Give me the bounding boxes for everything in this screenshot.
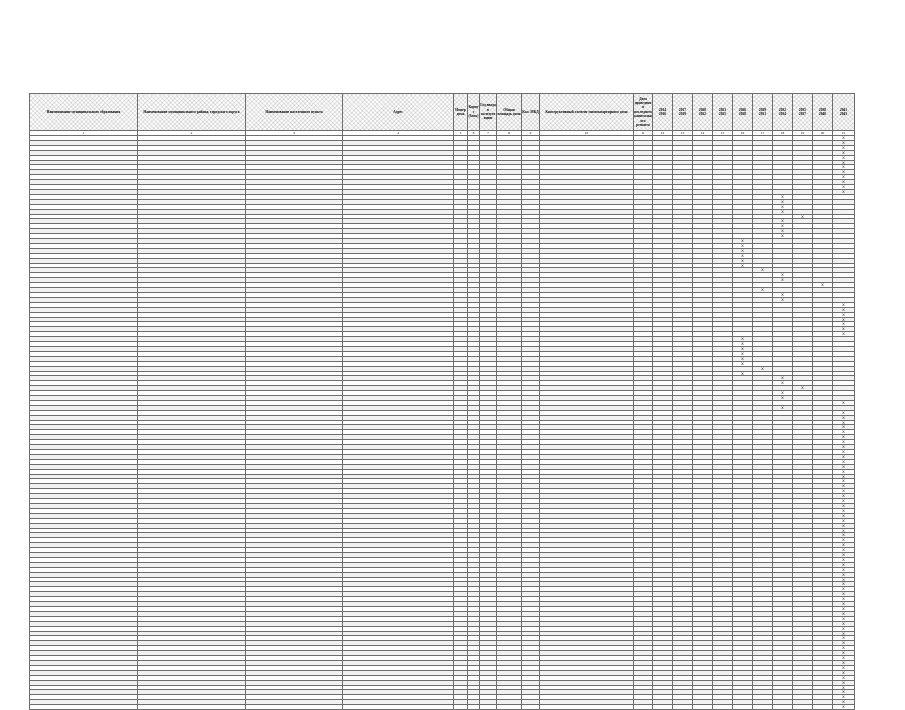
- year-start: 2032: [778, 107, 787, 112]
- repair-mark: X: [833, 587, 855, 592]
- repair-mark: X: [753, 366, 773, 371]
- column-number: 18: [773, 131, 793, 136]
- year-column-header: [793, 94, 813, 131]
- table-body: [30, 136, 855, 710]
- table-cell: [813, 705, 833, 710]
- repair-mark: X: [753, 268, 773, 273]
- column-number: 7: [480, 131, 497, 136]
- column-number: 8: [497, 131, 522, 136]
- column-number: 11: [634, 131, 653, 136]
- repair-mark: X: [773, 396, 793, 401]
- year-column-header: [813, 94, 833, 131]
- column-number: 13: [673, 131, 693, 136]
- column-number: 16: [733, 131, 753, 136]
- repair-mark: X: [833, 626, 855, 631]
- column-header: Конструктивный элемент многоквартирного дома: [540, 94, 634, 131]
- repair-mark: X: [833, 165, 855, 170]
- repair-mark: X: [733, 361, 753, 366]
- repair-mark: X: [773, 219, 793, 224]
- repair-mark: X: [733, 342, 753, 347]
- repair-mark: X: [733, 337, 753, 342]
- repair-mark: X: [833, 499, 855, 504]
- repair-mark: X: [773, 376, 793, 381]
- repair-mark: X: [813, 283, 833, 288]
- repair-mark: X: [833, 562, 855, 567]
- repair-mark: X: [833, 548, 855, 553]
- repair-mark: X: [733, 263, 753, 268]
- repair-mark: X: [773, 293, 793, 298]
- year-column-header: [713, 94, 733, 131]
- repair-mark: X: [773, 273, 793, 278]
- column-number: 15: [713, 131, 733, 136]
- table-cell: [497, 705, 522, 710]
- repair-mark: X: [733, 248, 753, 253]
- year-start: 2041: [839, 107, 848, 112]
- repair-mark: X: [833, 508, 855, 513]
- year-end: 2037: [798, 112, 807, 116]
- repair-mark: X: [833, 533, 855, 538]
- repair-mark: X: [833, 607, 855, 612]
- repair-mark: X: [833, 592, 855, 597]
- table-cell: [480, 705, 497, 710]
- repair-mark: X: [833, 557, 855, 562]
- repair-mark: X: [833, 484, 855, 489]
- table-cell: [673, 705, 693, 710]
- repair-mark: X: [733, 243, 753, 248]
- repair-mark: X: [833, 538, 855, 543]
- repair-mark: X: [833, 636, 855, 641]
- table-cell: [468, 705, 480, 710]
- repair-mark: X: [833, 322, 855, 327]
- year-end: 2040: [818, 112, 827, 116]
- year-column-header: [773, 94, 793, 131]
- repair-mark: X: [833, 430, 855, 435]
- repair-mark: X: [833, 523, 855, 528]
- capital-repair-schedule-sheet: [29, 93, 854, 710]
- repair-mark: X: [833, 400, 855, 405]
- year-start: 2038: [818, 107, 827, 112]
- repair-mark: X: [833, 185, 855, 190]
- table-cell: [540, 705, 634, 710]
- repair-mark: X: [833, 705, 855, 710]
- repair-mark: X: [833, 660, 855, 665]
- table-cell: [713, 705, 733, 710]
- repair-mark: X: [833, 140, 855, 145]
- column-header: Наименование населенного пункта: [246, 94, 343, 131]
- repair-mark: X: [833, 180, 855, 185]
- repair-mark: X: [833, 494, 855, 499]
- table-cell: [693, 705, 713, 710]
- repair-mark: X: [733, 346, 753, 351]
- column-number: 9: [522, 131, 540, 136]
- year-end: 2028: [738, 112, 747, 116]
- repair-mark: X: [773, 234, 793, 239]
- repair-mark: X: [833, 160, 855, 165]
- year-column-header: [833, 94, 855, 131]
- year-end: 2019: [678, 112, 687, 116]
- repair-mark: X: [833, 700, 855, 705]
- column-number: 3: [246, 131, 343, 136]
- repair-mark: X: [833, 425, 855, 430]
- column-header: Год ввода в эксплуатацию: [480, 94, 497, 131]
- repair-mark: X: [833, 616, 855, 621]
- table-cell: [793, 705, 813, 710]
- repair-mark: X: [773, 278, 793, 283]
- repair-mark: X: [833, 489, 855, 494]
- repair-mark: X: [773, 381, 793, 386]
- repair-mark: X: [793, 214, 813, 219]
- table-cell: [454, 705, 468, 710]
- column-number: 17: [753, 131, 773, 136]
- year-start: 2026: [738, 107, 747, 112]
- column-header: Наименование муниципального образования: [30, 94, 138, 131]
- repair-mark: X: [833, 420, 855, 425]
- repair-mark: X: [833, 543, 855, 548]
- repair-mark: X: [833, 690, 855, 695]
- repair-mark: X: [833, 582, 855, 587]
- repair-mark: X: [773, 209, 793, 214]
- table-cell: [343, 705, 454, 710]
- repair-mark: X: [833, 415, 855, 420]
- column-number: 1: [30, 131, 138, 136]
- repair-mark: X: [833, 327, 855, 332]
- repair-mark: X: [833, 410, 855, 415]
- repair-mark: X: [733, 239, 753, 244]
- column-number: 19: [793, 131, 813, 136]
- column-header: Адрес: [343, 94, 454, 131]
- repair-mark: X: [833, 170, 855, 175]
- repair-mark: X: [733, 253, 753, 258]
- repair-mark: X: [833, 454, 855, 459]
- year-column-header: [693, 94, 713, 131]
- repair-mark: X: [833, 646, 855, 651]
- table-cell: [773, 705, 793, 710]
- year-start: 2020: [698, 107, 707, 112]
- column-header: Наименование муниципального района, городского округа: [138, 94, 246, 131]
- repair-mark: X: [833, 695, 855, 700]
- column-number: 6: [468, 131, 480, 136]
- column-header: Кол. МКД: [522, 94, 540, 131]
- column-number: 20: [813, 131, 833, 136]
- repair-mark: X: [733, 258, 753, 263]
- repair-mark: X: [833, 602, 855, 607]
- year-start: 2017: [678, 107, 687, 112]
- repair-mark: X: [833, 136, 855, 141]
- repair-mark: X: [833, 621, 855, 626]
- column-header: Общая площадь дома: [497, 94, 522, 131]
- repair-mark: X: [833, 597, 855, 602]
- table-cell: [30, 705, 138, 710]
- repair-mark: X: [833, 440, 855, 445]
- repair-mark: X: [833, 332, 855, 337]
- year-end: 2016: [658, 112, 667, 116]
- repair-mark: X: [833, 312, 855, 317]
- year-start: 2014: [658, 107, 667, 112]
- repair-mark: X: [833, 651, 855, 656]
- repair-mark: X: [833, 317, 855, 322]
- table-cell: [653, 705, 673, 710]
- schedule-table: [29, 93, 855, 710]
- repair-mark: X: [833, 670, 855, 675]
- repair-mark: X: [833, 528, 855, 533]
- repair-mark: X: [773, 194, 793, 199]
- column-number: 5: [454, 131, 468, 136]
- repair-mark: X: [833, 469, 855, 474]
- column-number: 2: [138, 131, 246, 136]
- repair-mark: X: [833, 450, 855, 455]
- repair-mark: X: [833, 150, 855, 155]
- repair-mark: X: [833, 513, 855, 518]
- repair-mark: X: [833, 474, 855, 479]
- table-cell: [522, 705, 540, 710]
- repair-mark: X: [833, 572, 855, 577]
- column-header: Дата проведения последнего капитального ремонта: [634, 94, 653, 131]
- table-cell: [246, 705, 343, 710]
- table-header-row: [30, 94, 855, 131]
- column-number: 21: [833, 131, 855, 136]
- repair-mark: X: [833, 435, 855, 440]
- column-header: Корпус (блок): [468, 94, 480, 131]
- repair-mark: X: [833, 656, 855, 661]
- repair-mark: X: [833, 503, 855, 508]
- table-cell: [733, 705, 753, 710]
- repair-mark: X: [833, 611, 855, 616]
- repair-mark: X: [833, 445, 855, 450]
- table-cell: [138, 705, 246, 710]
- repair-mark: X: [773, 297, 793, 302]
- column-number: 10: [540, 131, 634, 136]
- column-header: Номер дома: [454, 94, 468, 131]
- repair-mark: X: [753, 288, 773, 293]
- year-start: 2023: [718, 107, 727, 112]
- year-end: 2025: [718, 112, 727, 116]
- repair-mark: X: [833, 189, 855, 194]
- year-end: 2031: [758, 112, 767, 116]
- table-cell: [634, 705, 653, 710]
- column-number: 14: [693, 131, 713, 136]
- repair-mark: X: [733, 351, 753, 356]
- repair-mark: X: [733, 371, 753, 376]
- year-column-header: [753, 94, 773, 131]
- repair-mark: X: [833, 464, 855, 469]
- year-end: 2034: [778, 112, 787, 116]
- year-end: 2022: [698, 112, 707, 116]
- repair-mark: X: [793, 386, 813, 391]
- repair-mark: X: [833, 675, 855, 680]
- repair-mark: X: [833, 641, 855, 646]
- repair-mark: X: [833, 680, 855, 685]
- year-start: 2035: [798, 107, 807, 112]
- repair-mark: X: [833, 479, 855, 484]
- repair-mark: X: [773, 229, 793, 234]
- repair-mark: X: [833, 665, 855, 670]
- year-column-header: [733, 94, 753, 131]
- repair-mark: X: [833, 155, 855, 160]
- repair-mark: X: [733, 356, 753, 361]
- repair-mark: X: [833, 518, 855, 523]
- repair-mark: X: [833, 307, 855, 312]
- repair-mark: X: [833, 567, 855, 572]
- year-start: 2029: [758, 107, 767, 112]
- repair-mark: X: [773, 204, 793, 209]
- repair-mark: X: [833, 459, 855, 464]
- repair-mark: X: [833, 145, 855, 150]
- repair-mark: X: [833, 577, 855, 582]
- year-end: 2043: [839, 112, 848, 116]
- repair-mark: X: [833, 175, 855, 180]
- repair-mark: X: [773, 391, 793, 396]
- table-row: [30, 705, 855, 710]
- year-column-header: [673, 94, 693, 131]
- repair-mark: X: [833, 302, 855, 307]
- repair-mark: X: [773, 199, 793, 204]
- repair-mark: X: [833, 685, 855, 690]
- repair-mark: X: [773, 224, 793, 229]
- repair-mark: X: [833, 631, 855, 636]
- table-cell: [753, 705, 773, 710]
- year-column-header: [653, 94, 673, 131]
- repair-mark: X: [773, 405, 793, 410]
- column-number: 4: [343, 131, 454, 136]
- column-number: 12: [653, 131, 673, 136]
- repair-mark: X: [833, 553, 855, 558]
